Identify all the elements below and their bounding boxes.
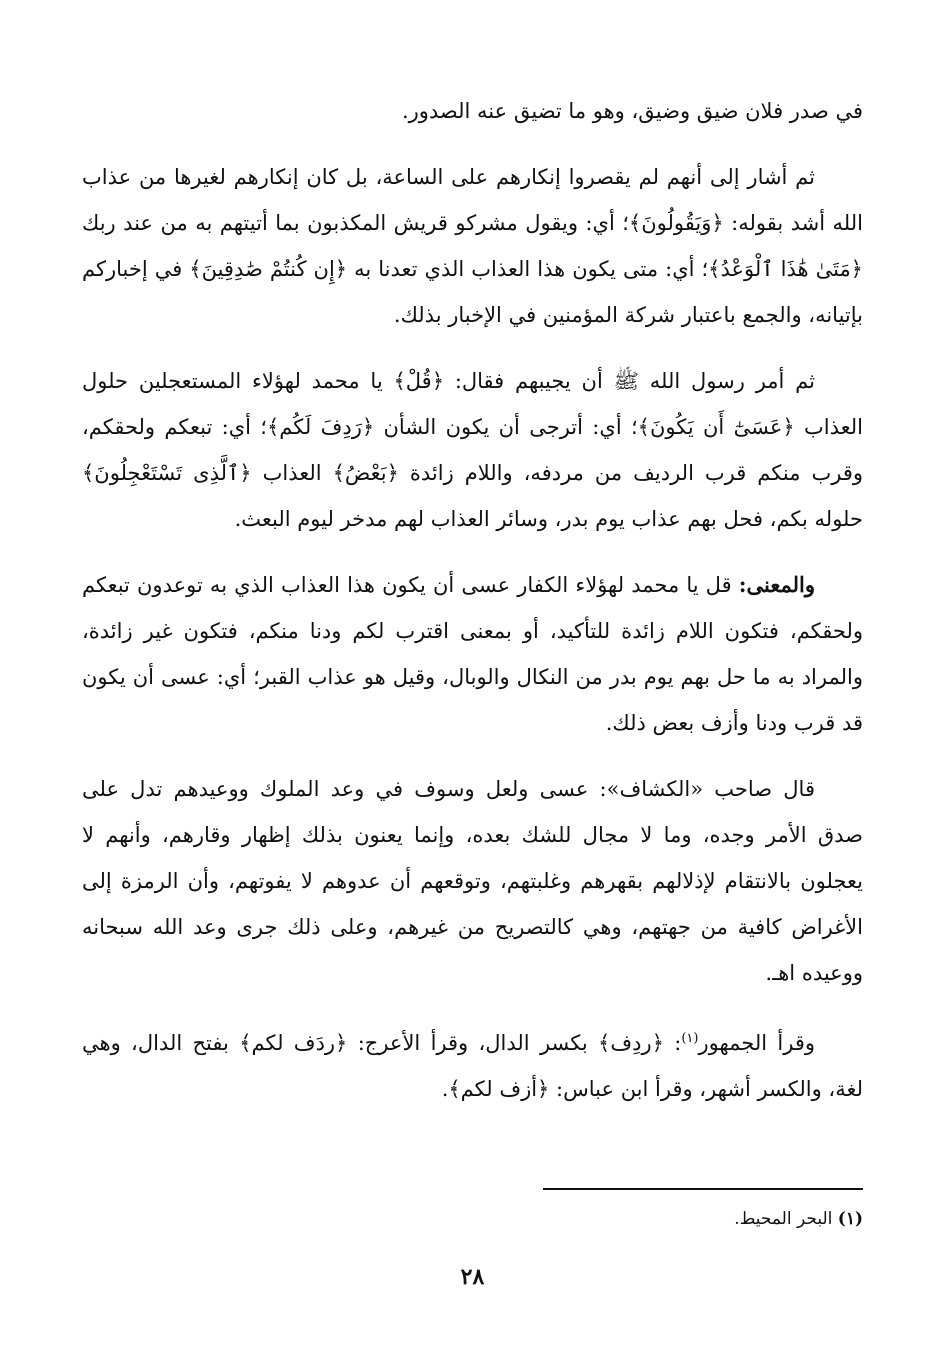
paragraph-objection (82, 154, 863, 338)
page-number: ٢٨ (460, 1264, 485, 1290)
paragraph-text: : ﴿ردِف﴾ بكسر الدال، وقرأ الأعرج: ﴿ردَف لكم﴾ بفتح الدال، وهي لغة، والكسر أشهر، وقرأ ابن عباس: ﴿أزف لكم﴾. (82, 1031, 863, 1101)
paragraph-readings (82, 1016, 863, 1112)
footnote (734, 1206, 863, 1232)
footnote-marker: (١) (837, 1209, 863, 1229)
paragraph-text: ثم أشار إلى أنهم لم يقصروا إنكارهم على الساعة، بل كان إنكارهم لغيرها من عذاب الله أشد بقوله: ﴿وَيَقُولُونَ﴾؛ أي: ويقول مشركو قريش المكذبون بما أتيتهم به من عند ربك ﴿مَتَىٰ هَٰذَا ٱلْوَعْدُ﴾؛ أي: متى يكون هذا العذاب الذي تعدنا به ﴿إِن كُنتُمْ صَٰدِقِينَ﴾ في إخباركم بإتيانه، والجمع باعتبار شركة المؤمنين في الإخبار بذلك. (82, 165, 863, 327)
paragraph-text: قال صاحب «الكشاف»: عسى ولعل وسوف في وعد الملوك ووعيدهم تدل على صدق الأمر وجده، وما لا مجال للشك بعده، وإنما يعنون بذلك إظهار وقارهم، وأنهم لا يعجلون بالانتقام لإذلالهم بقهرهم وغلبتهم، وتوقعهم أن عدوهم لا يفوتهم، وأن الرمزة إلى الأغراض كافية من جهتهم، وهي كالتصريح من غيرهم، وعلى ذلك جرى وعد الله سبحانه ووعيده اهـ. (82, 777, 863, 985)
paragraph-opening-line (82, 88, 863, 134)
paragraph-text: في صدر فلان ضيق وضيق، وهو ما تضيق عنه الصدور. (401, 99, 863, 123)
paragraph-meaning (82, 562, 863, 746)
paragraph-kashshaf-quote (82, 766, 863, 996)
footnote-text: البحر المحيط. (734, 1209, 833, 1229)
paragraph-text: قل يا محمد لهؤلاء الكفار عسى أن يكون هذا العذاب الذي به توعدون تبعكم ولحقكم، فتكون اللام زائدة للتأكيد، أو بمعنى اقترب لكم ودنا منكم، فتكون غير زائدة، والمراد به ما حل بهم يوم بدر من النكال والوبال، وقيل هو عذاب القبر؛ أي: عسى أن يكون قد قرب ودنا وأزف بعض ذلك. (82, 573, 863, 735)
paragraph-text: وقرأ الجمهور (698, 1031, 816, 1055)
paragraph-text: ثم أمر رسول الله ﷺ أن يجيبهم فقال: ﴿قُلْ﴾ يا محمد لهؤلاء المستعجلين حلول العذاب ﴿عَسَىٰٓ أَن يَكُونَ﴾؛ أي: أترجى أن يكون الشأن ﴿رَدِفَ لَكُم﴾؛ أي: تبعكم ولحقكم، وقرب منكم قرب الرديف من مردفه، واللام زائدة ﴿بَعْضُ﴾ العذاب ﴿ٱلَّذِى تَسْتَعْجِلُونَ﴾ حلوله بكم، فحل بهم عذاب يوم بدر، وسائر العذاب لهم مدخر ليوم البعث. (82, 369, 863, 531)
main-text (82, 88, 863, 1132)
footnote-reference: (١) (681, 1031, 699, 1046)
footnote-divider (543, 1188, 863, 1190)
paragraph-command (82, 358, 863, 542)
paragraph-lead-word: والمعنى: (738, 572, 815, 597)
